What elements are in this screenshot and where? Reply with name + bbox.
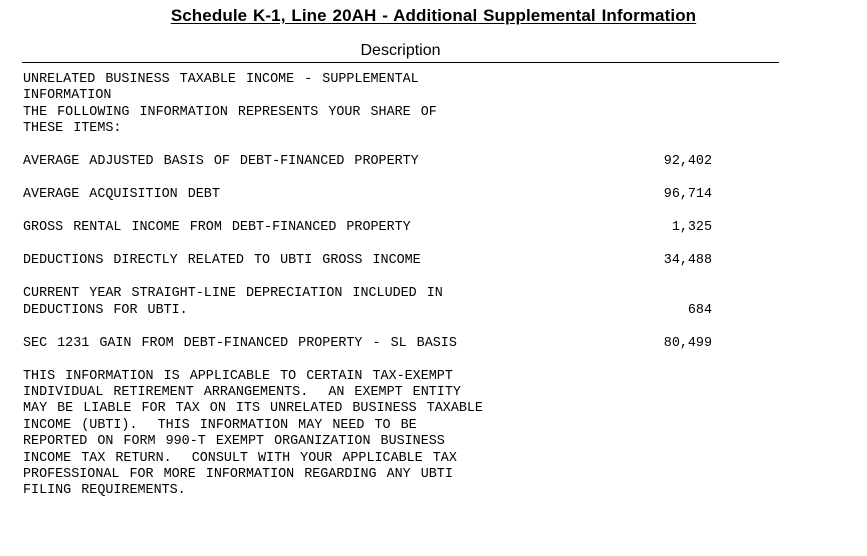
intro-row [23,72,723,138]
line-item-amount: 684 [687,302,712,318]
line-item [23,336,723,352]
line-item-amount: 96,714 [663,187,712,203]
line-item-label: DEDUCTIONS DIRECTLY RELATED TO UBTI GROSS INCOME [23,253,421,269]
line-item [23,154,723,170]
line-item [23,220,723,236]
line-item-amount: 34,488 [663,253,712,269]
intro-text: UNRELATED BUSINESS TAXABLE INCOME - SUPPLEMENTAL INFORMATION THE FOLLOWING INFORMATION REPRESENTS YOUR SHARE OF THESE ITEMS: [23,72,437,137]
line-item-label: AVERAGE ACQUISITION DEBT [23,187,220,203]
description-column-header [22,42,779,63]
line-item-amount: 92,402 [663,154,712,170]
line-item [23,187,723,203]
line-item-label: AVERAGE ADJUSTED BASIS OF DEBT-FINANCED PROPERTY [23,154,419,170]
line-item-label: GROSS RENTAL INCOME FROM DEBT-FINANCED PROPERTY [23,220,411,236]
page-title: Schedule K-1, Line 20AH - Additional Supplemental Information [170,6,697,25]
line-item-amount: 1,325 [671,220,712,236]
description-column-label: Description [360,42,441,59]
supplemental-info-list [23,72,723,516]
line-item [23,286,723,319]
line-item-amount: 80,499 [663,335,712,351]
ubti-notice-text: THIS INFORMATION IS APPLICABLE TO CERTAIN TAX-EXEMPT INDIVIDUAL RETIREMENT ARRANGEMENTS. AN EXEMPT ENTITY MAY BE LIABLE FOR TAX ON ITS UNRELATED BUSINESS TAXABLE INCOME (UBTI). THIS INFORMATION MAY NEED TO BE REPORTED ON FORM 990-T EXEMPT ORGANIZATION BUSINESS INCOME TAX RETURN. CONSULT WITH YOUR APPLICABLE TAX PROFESSIONAL FOR MORE INFORMATION REGARDING ANY UBTI FILING REQUIREMENTS. [23,368,483,499]
line-item-label: CURRENT YEAR STRAIGHT-LINE DEPRECIATION INCLUDED IN DEDUCTIONS FOR UBTI. [23,286,443,318]
notice-row [23,369,723,500]
line-item [23,253,723,269]
line-item-label: SEC 1231 GAIN FROM DEBT-FINANCED PROPERTY - SL BASIS [23,335,457,351]
